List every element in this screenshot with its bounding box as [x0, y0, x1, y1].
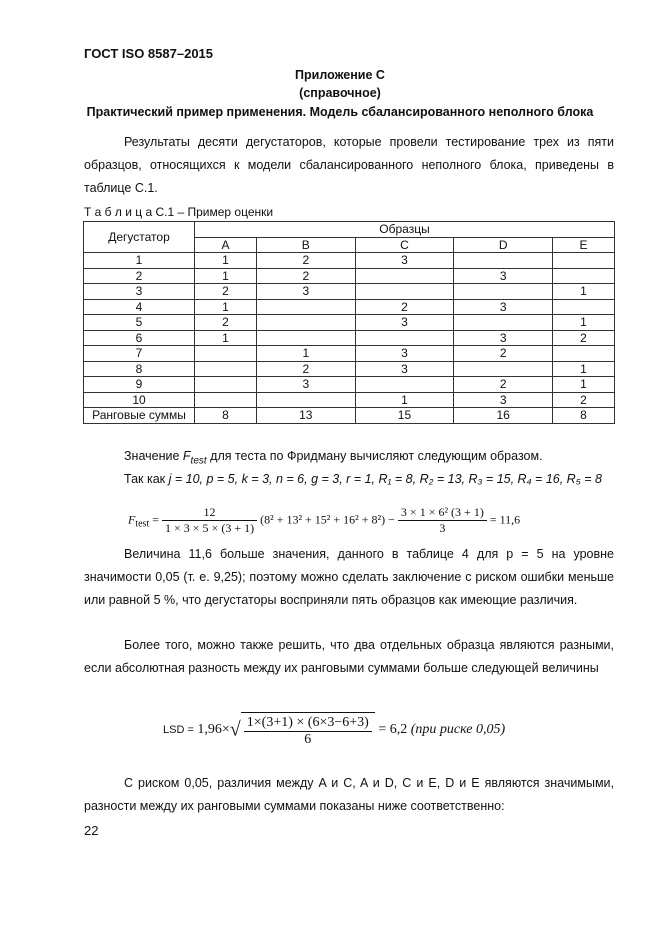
- sample-header-c: C: [355, 237, 454, 253]
- rank-cell: [355, 330, 454, 346]
- rank-cell: [553, 268, 615, 284]
- rank-cell: 2: [454, 377, 553, 393]
- results-table: [83, 221, 615, 424]
- rank-cell: [355, 268, 454, 284]
- table-row: [84, 315, 615, 331]
- rank-cell: 3: [454, 299, 553, 315]
- table-row: [84, 253, 615, 269]
- rank-cell: [355, 377, 454, 393]
- rank-cell: 3: [454, 268, 553, 284]
- taster-number: 9: [84, 377, 195, 393]
- rank-cell: [553, 346, 615, 362]
- rank-cell: 3: [355, 315, 454, 331]
- rank-sum-cell: 13: [256, 408, 355, 424]
- appendix-heading: Практический пример применения. Модель сбалансированного неполного блока: [86, 105, 594, 119]
- table-row: [84, 268, 615, 284]
- rank-cell: [256, 315, 355, 331]
- taster-number: 1: [84, 253, 195, 269]
- appendix-title: Приложение С: [295, 68, 385, 82]
- rank-cell: 3: [256, 284, 355, 300]
- rank-cell: [454, 361, 553, 377]
- rank-cell: 1: [553, 377, 615, 393]
- taster-number: 4: [84, 299, 195, 315]
- taster-header: Дегустатор: [84, 222, 195, 253]
- rank-cell: 2: [256, 361, 355, 377]
- rank-cell: 3: [355, 346, 454, 362]
- sample-header-b: B: [256, 237, 355, 253]
- rank-cell: 3: [355, 361, 454, 377]
- rank-cell: 2: [454, 346, 553, 362]
- table-row: [84, 377, 615, 393]
- table-row: [84, 346, 615, 362]
- fstat-params: Так как j = 10, p = 5, k = 3, n = 6, g = 3, r = 1, R₁ = 8, R₂ = 13, R₃ = 15, R₄ = 16, R₅ = 8: [124, 472, 602, 486]
- rank-cell: 3: [454, 392, 553, 408]
- rank-cell: [454, 253, 553, 269]
- table-row: [84, 361, 615, 377]
- rank-sum-cell: 16: [454, 408, 553, 424]
- table-row: [84, 299, 615, 315]
- rank-cell: 2: [256, 268, 355, 284]
- rank-cell: 2: [195, 284, 257, 300]
- rank-cell: 2: [256, 253, 355, 269]
- table-row: [84, 392, 615, 408]
- rank-cell: [195, 361, 257, 377]
- rank-cell: 1: [256, 346, 355, 362]
- rank-cell: 1: [195, 330, 257, 346]
- rank-cell: [195, 346, 257, 362]
- rank-cell: 1: [195, 253, 257, 269]
- rank-sum-label: Ранговые суммы: [84, 408, 195, 424]
- friedman-formula: $F_{test}$ = $\frac{12}{1 \times 3 \times 5 \times (3 + 1)}$ (8² + 13² + 15² + 16² + 8²) − $\frac{\text{3 × 1 × 6² (3 + 1)}}{3}$ = 11,6: [128, 505, 521, 535]
- fstat-intro: Значение $F_{test}$ для теста по Фридману вычисляют следующим образом.: [124, 449, 543, 467]
- rank-sum-cell: 8: [195, 408, 257, 424]
- sample-header-e: E: [553, 237, 615, 253]
- intro-paragraph: Результаты десяти дегустаторов, которые провели тестирование трех из пяти образцов, относящихся к модели сбалансированного неполного блока, приведены в таблице С.1.: [84, 135, 614, 195]
- table-row: [84, 284, 615, 300]
- sample-header-d: D: [454, 237, 553, 253]
- rank-cell: 1: [195, 299, 257, 315]
- rank-cell: 3: [355, 253, 454, 269]
- rank-cell: 1: [553, 284, 615, 300]
- rank-cell: [256, 330, 355, 346]
- rank-cell: 1: [553, 315, 615, 331]
- rank-cell: [256, 299, 355, 315]
- rank-cell: 2: [355, 299, 454, 315]
- rank-cell: [454, 315, 553, 331]
- document-header: ГОСТ ISO 8587–2015: [84, 46, 214, 61]
- rank-cell: [553, 299, 615, 315]
- taster-number: 8: [84, 361, 195, 377]
- page-number: 22: [84, 823, 99, 838]
- rank-cell: [355, 284, 454, 300]
- rank-cell: 1: [195, 268, 257, 284]
- rank-cell: 1: [355, 392, 454, 408]
- samples-header: Образцы: [195, 222, 615, 238]
- rank-sum-cell: 8: [553, 408, 615, 424]
- rank-cell: 3: [454, 330, 553, 346]
- rank-cell: 3: [256, 377, 355, 393]
- rank-cell: [454, 284, 553, 300]
- rank-cell: [256, 392, 355, 408]
- value-paragraph: Величина 11,6 больше значения, данного в таблице 4 для p = 5 на уровне значимости 0,05 (т. е. 9,25); поэтому можно сделать заключение с риском ошибки меньше или равной 5 %, что дегустаторы восприняли пять образцов как имеющие различия.: [84, 547, 614, 607]
- taster-number: 10: [84, 392, 195, 408]
- more-paragraph: Более того, можно также решить, что два отдельных образца являются разными, если абсолютная разность между их ранговыми суммами больше следующей величины: [84, 638, 614, 675]
- rank-cell: [195, 392, 257, 408]
- lsd-formula: LSD = 1,96×√ $\frac{1\times(3+1) \times (6\times 3-6+3)}{6}$ = 6,2 (при риске 0,05): [163, 712, 505, 748]
- rank-cell: [195, 377, 257, 393]
- rank-cell: [553, 253, 615, 269]
- taster-number: 6: [84, 330, 195, 346]
- appendix-subtitle: (справочное): [299, 86, 381, 100]
- risk-paragraph: С риском 0,05, различия между A и C, A и D, C и E, D и E являются значимыми, разности между их ранговыми суммами показаны ниже соответственно:: [84, 776, 614, 813]
- table-caption: Т а б л и ц а С.1 – Пример оценки: [84, 205, 274, 219]
- rank-cell: 1: [553, 361, 615, 377]
- rank-cell: 2: [553, 330, 615, 346]
- taster-number: 5: [84, 315, 195, 331]
- taster-number: 7: [84, 346, 195, 362]
- rank-sum-row: [84, 408, 615, 424]
- rank-cell: 2: [553, 392, 615, 408]
- taster-number: 3: [84, 284, 195, 300]
- table-row: [84, 330, 615, 346]
- rank-cell: 2: [195, 315, 257, 331]
- sample-header-a: A: [195, 237, 257, 253]
- rank-sum-cell: 15: [355, 408, 454, 424]
- taster-number: 2: [84, 268, 195, 284]
